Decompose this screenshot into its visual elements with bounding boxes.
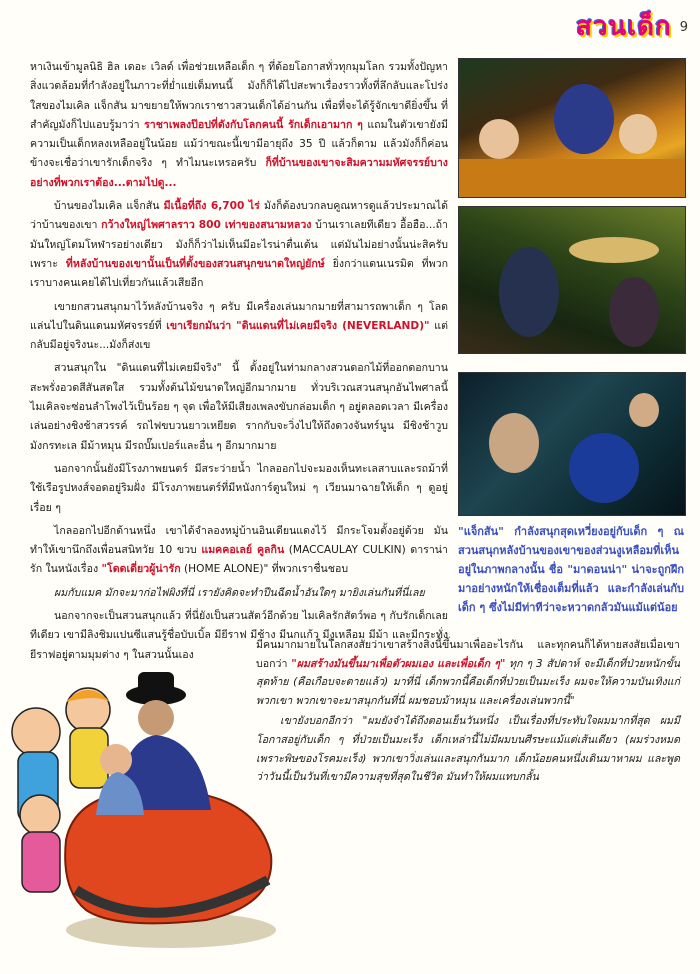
rides-text-2: แต่กลับมีอยู่จริงนะ...มังก็ส่งเข	[30, 319, 449, 352]
photo-evening	[458, 372, 686, 516]
highlight-neverland: เขาเรียกมันว่า "ดินแดนที่ไม่เคยมีจริง (NEVERLAND)"	[166, 319, 430, 332]
bottom-quote-rest: ทุก ๆ 3 สัปดาห์ จะมีเด็กที่ป่วยหนักขั้นสุดท้าย (คือเกือบจะตายแล้ว) มาที่นี่ เด็กพวกนี้คือเด็กที่ป่วยเป็นมะเร็ง ผมจะให้ความบันเทิงแก่พวกเขา พวกเขาจะมาสนุกกันที่นี่ ผมชอบม้าหมุน และเครื่องเล่นพวกนี้"	[256, 657, 680, 707]
highlight-dream: ก็ที่บ้านของเขาจะสิมความมหัศจรรย์บางอย่างที่พวกเราต้อง...ตามไปดู...	[30, 157, 448, 189]
photo-roller-coaster	[458, 58, 686, 198]
highlight-home-alone: "โดดเดี่ยวผู้น่ารัก	[101, 563, 181, 576]
kid-body-3	[22, 832, 60, 892]
intro-text: หาเงินเข้ามูลนิธิ ฮิล เดอะ เวิลด์ เพื่อช่วยเหลือเด็ก ๆ ที่ด้อยโอกาสทั่วทุกมุมโลก รวมทั้งปัญหาสิ่งแวดล้อมที่กำลังอยู่ในภาวะที่ย่ำแย่เต็มทนนี้ มังก็ก็ได้ไปสะพาเรื่องราวทั้งที่ลึกลับและโปร่งใสของไมเคิล แจ็กสัน มาขยายให้พวกเราชาวสวนเด็กได้อ่านกัน เพื่อที่จะได้รู้จักเขาดียิ่งขึ้น ที่สำคัญมังก็ไปแอบรู้มาว่า	[30, 61, 448, 131]
bottom-paragraph-2: เขายังบอกอีกว่า "ผมยังจำได้ถึงตอนเย็นวันหนึ่ง เป็นเรื่องที่ประทับใจผมมากที่สุด ผมมีโอกาสอยู่กับเด็ก ๆ ที่ป่วยเป็นมะเร็ง เด็กเหล่านี้ไม่มีผมบนศีรษะแม้แต่เส้นเดียว (ผมร่วงหมด เพราะพิษของโรคมะเร็ง) พวกเขาวิ่งเล่นและสนุกกันมาก เด็กน้อยคนหนึ่งเดินมาหาผม และพูดว่าวันนี้เป็นวันที่เขามีความสุขที่สุดในชีวิต มันทำให้ผมแทบกลั้น	[256, 715, 680, 784]
paragraph-house	[30, 197, 448, 293]
house-text: บ้านของไมเคิล แจ็กสัน	[54, 200, 160, 213]
paragraph-zoo: นอกจากจะเป็นสวนสนุกแล้ว ที่นี่ยังเป็นสวนสัตว์อีกด้วย ไมเคิลรักสัตว์พอ ๆ กับรักเด็กเลยทีเดียว เขามีลิงชิมแปนซีแสนรู้ชื่อบับเบิ้ล มียีราฟ มีช้าง มีนกแก้ว มีงูเหลือม มีม้า และมีกระทั่งยีราฟอยู่ตามมุมต่าง ๆ ในสวนนั้นเอง	[30, 610, 448, 661]
caption-text-2: น่าจะถูกฝึกมาอย่างหนักให้เชื่องเต็มที่แล้ว และกำลังเล่นกับเด็ก ๆ ซึ่งไม่มีท่าทีว่าจะหวาดกลัวมันแม้แต่น้อย	[458, 563, 684, 614]
child-passenger-head	[100, 744, 132, 776]
paragraph-intro	[30, 58, 448, 193]
bottom-text-block	[256, 636, 680, 789]
intro-text-2: แถมในตัวเขายังมีความเป็นเด็กหลงเหลืออยู่ในน้อย แม้ว่าขณะนี้เขามีอายุถึง 35 ปี แล้วก็ตาม แล้วมังก็ก็ค่อนข้างจะเชื่อว่าเขารักเด็กจริง ๆ ทำไมนะเหรอครับ	[30, 118, 448, 170]
caption-name-jackson: "แจ็กสัน"	[458, 525, 504, 538]
village-text-2: (MACCAULAY CULKIN) ดาราน่ารัก ในหนังเรื่อง	[30, 544, 448, 576]
house-text-2: มังก็ต้องบวกลบคูณหารดูแล้วประมาณได้ว่าบ้านของเขา	[30, 200, 448, 232]
photo-caption	[458, 522, 684, 617]
bottom-quote-red: "ผมสร้างมันขึ้นมาเพื่อตัวผมเอง และเพื่อเด็ก ๆ"	[291, 657, 506, 670]
photo-snake	[458, 206, 686, 354]
caption-text: กำลังสนุกสุดเหวี่ยงอยู่กับเด็ก ๆ ณ สวนสนุกหลังบ้านของเขาของส่วนงูเหลือมที่เห็นอยู่ในภาพกลางนั้น ชื่อ	[458, 525, 684, 576]
rider-head	[138, 700, 174, 736]
article-column	[30, 58, 448, 669]
masthead	[576, 10, 688, 44]
bumper-car-illustration	[6, 640, 276, 970]
paragraph-village	[30, 522, 448, 580]
paragraph-rides	[30, 298, 448, 356]
village-text: ไกลออกไปอีกด้านหนึ่ง เขาได้จำลองหมู่บ้านอินเดียนแดงไว้ มีกระโจมตั้งอยู่ด้วย มันทำให้เขานึกถึงเพื่อนสนิทวัย 10 ขวบ	[30, 524, 448, 557]
paragraph-extras: นอกจากนั้นยังมีโรงภาพยนตร์ มีสระว่ายน้ำ ไกลออกไปจะมองเห็นทะเลสาบและรถม้าที่ใช้เรือรูปหงส์จอดอยู่ริมฝั่ง มีโรงภาพยนตร์ที่มีหนังการ์ตูนใหม่ ๆ เวียนมาฉายให้เด็ก ๆ ดูอยู่เรื่อย ๆ	[30, 462, 448, 514]
highlight-macaulay: แมคคอเลย์ คูลกิน	[201, 544, 285, 557]
paragraph-quote: ผมกับแมค มักจะมาก่อไฟผิงที่นี่ เรายังคิดจะทำปืนฉีดน้ำอันใดๆ มายิงเล่นกันที่นี่เลย	[54, 586, 425, 599]
village-text-3: (HOME ALONE)" ที่พวกเราชื่นชอบ	[184, 563, 349, 576]
highlight-theme-park: ที่หลังบ้านของเขานั้นเป็นที่ตั้งของสวนสนุกขนาดใหญ่ยักษ์	[65, 257, 325, 270]
kid-head-1	[12, 708, 60, 756]
highlight-king-of-pop: ราชาเพลงป๊อปที่ดังกับโลกคนนี้ รักเด็กเอามาก ๆ	[144, 118, 363, 131]
rides-text: เขายกสวนสนุกมาไว้หลังบ้านจริง ๆ ครับ มีเครื่องเล่นมากมายที่สามารถพาเด็ก ๆ โลดแล่นไปในดินแดนมหัศจรรย์ที่	[30, 300, 448, 332]
caption-name-madonna: "มาดอนน่า"	[567, 563, 628, 576]
paragraph-park: สวนสนุกใน "ดินแดนที่ไม่เคยมีจริง" นี้ ตั้งอยู่ในท่ามกลางสวนดอกไม้ที่ออกดอกบานสะพรั่งอวดสีสันสดใส รวมทั้งต้นไม้ขนาดใหญ่อีกมากมาย ทั่วบริเวณสวนสนุกอันไพศาลนี้ ไมเคิลจะซ่อนลำโพงไว้เป็นร้อย ๆ จุด เพื่อให้มีเสียงเพลงขับกล่อมเด็ก ๆ อยู่ตลอดเวลา มีเครื่องเล่นอย่างชิงช้าสวรรค์ รถไฟขบวนยาวเหยียด รากกับจะวิ่งไปให้ถึงดวงจันทร์นูน มีชิงช้าวูบมังกรทะเล มีม้าหมุน มีรถบั๊มเปอร์และอื่น ๆ อีกมากมาย	[30, 362, 448, 452]
kid-head-3	[20, 795, 60, 835]
bottom-lead	[256, 636, 680, 710]
magazine-logo: สวนเด็ก	[575, 12, 672, 42]
highlight-area: มีเนื้อที่ถึง 6,700 ไร่	[163, 200, 260, 213]
page-number: 9	[679, 19, 688, 35]
rider-hat-top	[138, 672, 174, 696]
highlight-size: กว้างใหญ่ไพศาลราว 800 เท่าของสนามหลวง	[101, 219, 312, 232]
house-text-3: บ้านเราเลยทีเดียว อื้อฮือ...ถ้ามันใหญ่โตมโหฬารอย่างเดียว มังก็ก็ว่าไม่เห็นมีอะไรน่าตื่นเต้น แต่มันไม่อย่างนั้นน่ะสิครับ เพราะ	[30, 219, 448, 270]
bottom-lead-text: มีคนมากมายในโลกสงสัยว่าเขาสร้างสิ่งนี้ขึ้นมาเพื่ออะไรกัน และทุกคนก็ได้หายสงสัยเมื่อเขาบอกว่า	[256, 639, 680, 670]
house-text-4: ยิ่งกว่าแดนเนรมิต ที่พวกเราบางคนเคยได้ไปเที่ยวกันแล้วเสียอีก	[30, 257, 448, 290]
